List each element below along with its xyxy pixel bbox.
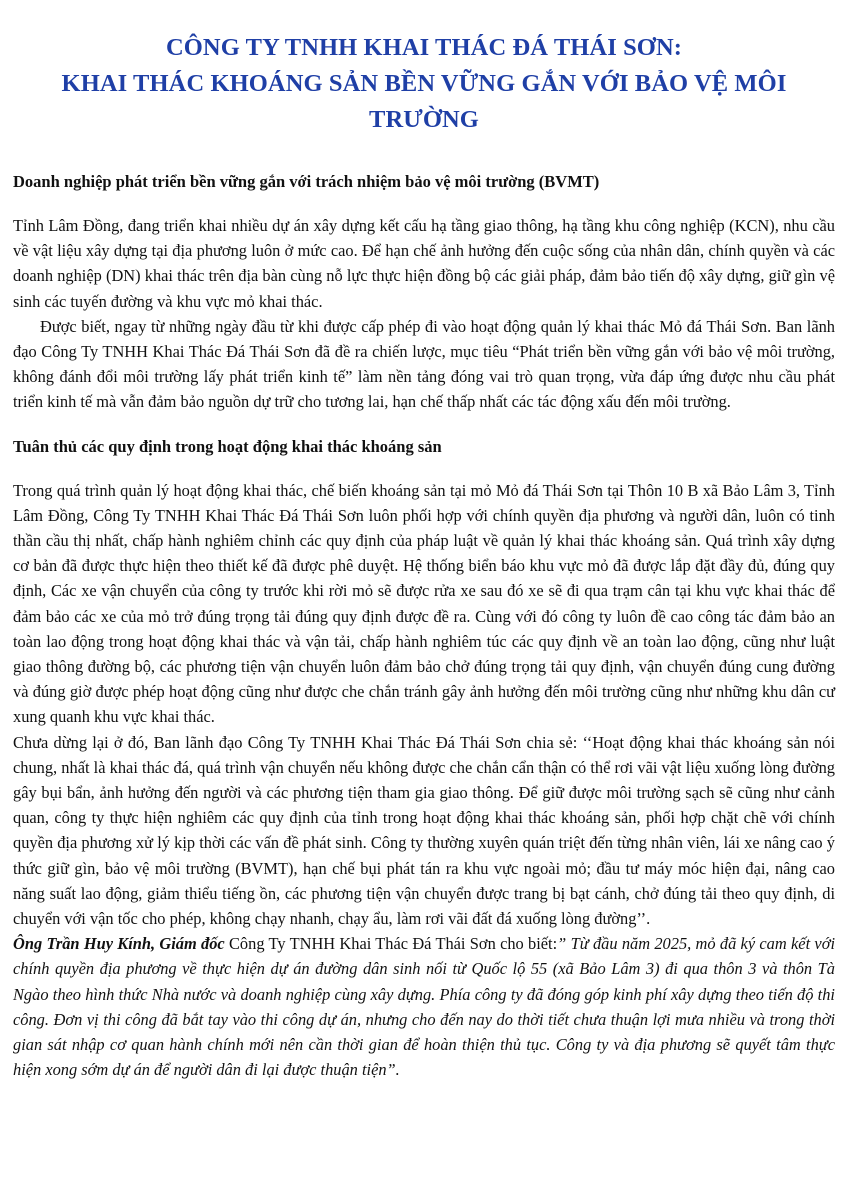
section-1-paragraph-2: Được biết, ngay từ những ngày đầu từ khi được cấp phép đi vào hoạt động quản lý khai thác Mỏ đá Thái Sơn. Ban lãnh đạo Công Ty TNHH Khai Thác Đá Thái Sơn đã đề ra chiến lược, mục tiêu “Phát triển bền vững gắn với bảo vệ môi trường, không đánh đổi môi trường lấy phát triển kinh tế” làm nền tảng đóng vai trò quan trọng, vừa đáp ứng được nhu cầu phát triển kinh tế mà vẫn đảm bảo nguồn dự trữ cho tương lai, hạn chế thấp nhất các tác động xấu đến môi trường. [13, 316, 835, 412]
section-sustainable-development [13, 169, 835, 415]
section-2-paragraph-1: Trong quá trình quản lý hoạt động khai thác, chế biến khoáng sản tại mỏ Mỏ đá Thái Sơn tại Thôn 10 B xã Bảo Lâm 3, Tỉnh Lâm Đồng, Công Ty TNHH Khai Thác Đá Thái Sơn luôn phối hợp với chính quyền địa phương và người dân, luôn có tinh thần cầu thị nhất, chấp hành nghiêm chỉnh các quy định của pháp luật về quản lý khai thác khoáng sản. Quá trình xây dựng cơ bản đã được thực hiện theo thiết kế đã được phê duyệt. Hệ thống biển báo khu vực mỏ đã được lắp đặt đầy đủ, đúng quy định, Các xe vận chuyển của công ty trước khi rời mỏ sẽ được rửa xe sau đó xe sẽ đi qua trạm cân tại khu vực khai thác để đảm bảo các xe của mỏ trở đúng trọng tải đúng quy định được đề ra. Cùng với đó công ty luôn đề cao công tác đảm bảo an toàn lao động trong hoạt động khai thác và vận tải, chấp hành nghiêm túc các quy định về an toàn lao động, cũng như luật giao thông đường bộ, các phương tiện vận chuyển luôn đảm bảo chở đúng trọng tải quy định, vận chuyển đúng cung đường và đúng giờ được phép hoạt động cũng như được che chắn tránh gây ảnh hưởng đến môi trường cũng như những khu dân cư xung quanh khu vực khai thác. [13, 480, 835, 727]
section-2-heading: Tuân thủ các quy định trong hoạt động khai thác khoáng sản [13, 436, 442, 456]
title-line-1: CÔNG TY TNHH KHAI THÁC ĐÁ THÁI SƠN: [165, 34, 683, 61]
section-1-heading: Doanh nghiệp phát triển bền vững gắn với trách nhiệm bảo vệ môi trường (BVMT) [13, 172, 600, 191]
article-title [13, 30, 835, 138]
section-2-paragraph-2: Chưa dừng lại ở đó, Ban lãnh đạo Công Ty TNHH Khai Thác Đá Thái Sơn chia sẻ: ‘‘Hoạt động khai thác khoáng sản nói chung, nhất là khai thác đá, quá trình vận chuyển nếu không được che chắn cẩn thận có thể rơi vãi vật liệu xuống lòng đường gây bụi bẩn, ảnh hưởng đến người và các phương tiện tham gia giao thông. Để giữ được môi trường sạch sẽ cũng như cảnh quan, công ty thực hiện nghiêm các quy định của tỉnh trong hoạt động khai thác khoáng sản, phối hợp chặt chẽ với chính quyền địa phương xử lý kịp thời các vấn đề phát sinh. Công ty thường xuyên quán triệt đến từng nhân viên, lái xe nâng cao ý thức giữ gìn, bảo vệ môi trường (BVMT), hạn chế bụi phát tán ra khu vực ngoài mỏ; đầu tư máy móc hiện đại, nâng cao năng suất lao động, giảm thiểu tiếng ồn, các phương tiện vận chuyển được trang bị bạt cánh, chở đúng tải theo quy định, di chuyển với vận tốc cho phép, không chạy nhanh, chạy ẩu, làm rơi vãi đất đá xuống lòng đường’’. [13, 732, 835, 929]
section-compliance [13, 434, 835, 1083]
quote-company-phrase: Công Ty TNHH Khai Thác Đá Thái Sơn cho biết: [224, 934, 558, 954]
title-line-2: KHAI THÁC KHOÁNG SẢN BỀN VỮNG GẮN VỚI BẢO VỆ MÔI TRƯỜNG [61, 70, 787, 133]
director-quote-paragraph [13, 931, 835, 1082]
section-1-paragraph-1: Tỉnh Lâm Đồng, đang triển khai nhiều dự án xây dựng kết cấu hạ tầng giao thông, hạ tầng khu công nghiệp (KCN), nhu cầu về vật liệu xây dựng tại địa phương luôn ở mức cao. Để hạn chế ảnh hưởng đến cuộc sống của nhân dân, chính quyền và các doanh nghiệp (DN) khai thác trên địa bàn cùng nỗ lực thực hiện đồng bộ các giải pháp, đảm bảo tiến độ xây dựng, giữ gìn vệ sinh các tuyến đường và khu vực mỏ khai thác. [13, 216, 835, 311]
quote-speaker: Ông Trần Huy Kính, Giám đốc [13, 934, 225, 954]
quote-text: ” Từ đầu năm 2025, mỏ đã ký cam kết với chính quyền địa phương về thực hiện dự án đường dân sinh nối từ Quốc lộ 55 (xã Bảo Lâm 3) đi qua thôn 3 và thôn Tà Ngào theo hình thức Nhà nước và doanh nghiệp cùng xây dựng. Phía công ty đã đóng góp kinh phí xây dựng theo tiến độ thi công. Đơn vị thi công đã bắt tay vào thi công dự án, nhưng cho đến nay do thời tiết chưa thuận lợi mưa nhiều và trong thời gian sát nhập cơ quan hành chính mới nên cần thời gian để hoàn thiện thủ tục. Công ty và địa phương sẽ quyết tâm thực hiện xong sớm dự án để người dân đi lại được thuận tiện”. [13, 934, 835, 1080]
